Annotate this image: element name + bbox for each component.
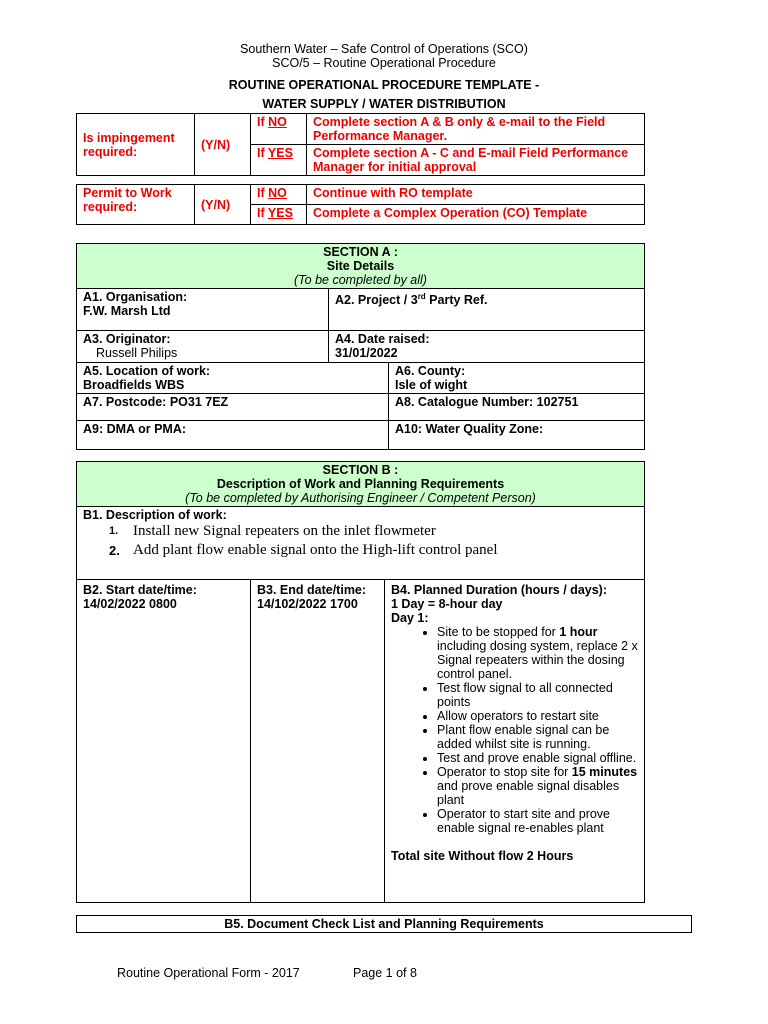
impingement-no-action: Complete section A & B only & e-mail to the Field Performance Manager. bbox=[307, 114, 645, 145]
b4-step: • Plant flow enable signal can be added whilst site is running. bbox=[437, 723, 638, 751]
header-line-2: SCO/5 – Routine Operational Procedure bbox=[272, 56, 496, 70]
impingement-table bbox=[76, 113, 645, 176]
b4-day-1: Day 1: bbox=[391, 611, 429, 625]
b4-total: Total site Without flow 2 Hours bbox=[391, 849, 574, 863]
b1-item-number: 2. bbox=[109, 543, 120, 558]
section-a-header bbox=[77, 244, 645, 289]
b5-label: B5. Document Check List and Planning Requirements bbox=[77, 916, 692, 933]
a10-water-quality-zone: A10: Water Quality Zone: bbox=[389, 421, 645, 450]
footer-form-name: Routine Operational Form - 2017 bbox=[117, 966, 300, 980]
a5-cell bbox=[77, 363, 389, 394]
section-b-table bbox=[76, 461, 645, 903]
document-title: ROUTINE OPERATIONAL PROCEDURE TEMPLATE - bbox=[228, 78, 540, 92]
b4-steps-list bbox=[391, 625, 638, 835]
b2-label: B2. Start date/time: bbox=[83, 583, 197, 597]
impingement-yn: (Y/N) bbox=[195, 114, 251, 176]
a6-label: A6. County: bbox=[395, 364, 466, 378]
b3-label: B3. End date/time: bbox=[257, 583, 367, 597]
b1-list-item bbox=[109, 541, 638, 560]
header-line-1: Southern Water – Safe Control of Operations (SCO) bbox=[240, 42, 528, 56]
footer-page-number: Page 1 of 8 bbox=[353, 966, 417, 980]
a4-cell bbox=[329, 331, 645, 363]
b4-cell bbox=[385, 580, 645, 903]
impingement-if-no: If NO bbox=[251, 114, 307, 145]
a1-value: F.W. Marsh Ltd bbox=[83, 304, 171, 318]
b1-item-number: 1. bbox=[109, 525, 119, 537]
section-a-subheading: Site Details bbox=[326, 259, 395, 273]
a3-cell bbox=[77, 331, 329, 363]
section-b-subheading: Description of Work and Planning Requirements bbox=[216, 477, 505, 491]
section-a-table bbox=[76, 243, 645, 450]
a3-label: A3. Originator: bbox=[83, 332, 171, 346]
a5-value: Broadfields WBS bbox=[83, 378, 185, 392]
b2-value: 14/02/2022 0800 bbox=[83, 597, 177, 611]
a1-label: A1. Organisation: bbox=[83, 290, 188, 304]
a4-value: 31/01/2022 bbox=[335, 346, 398, 360]
a1-cell bbox=[77, 289, 329, 331]
b4-step: • Test flow signal to all connected points bbox=[437, 681, 638, 709]
section-b-heading: SECTION B : bbox=[322, 463, 399, 477]
b1-cell bbox=[77, 507, 645, 580]
document-subtitle: WATER SUPPLY / WATER DISTRIBUTION bbox=[262, 97, 506, 111]
a5-label: A5. Location of work: bbox=[83, 364, 211, 378]
b1-list bbox=[83, 522, 638, 560]
b1-item-text: Install new Signal repeaters on the inlet flowmeter bbox=[133, 523, 436, 539]
section-b-note: (To be completed by Authorising Engineer / Competent Person) bbox=[185, 491, 536, 505]
section-b-header bbox=[77, 462, 645, 507]
b4-step: • Site to be stopped for 1 hour including dosing system, replace 2 x Signal repeaters within the dosing control panel. bbox=[437, 625, 638, 681]
permit-if-no: If NO bbox=[251, 185, 307, 205]
b4-label: B4. Planned Duration (hours / days): bbox=[391, 583, 607, 597]
b3-cell bbox=[251, 580, 385, 903]
permit-label: Permit to Work required: bbox=[77, 185, 195, 225]
impingement-label: Is impingement required: bbox=[77, 114, 195, 176]
a3-value: Russell Philips bbox=[96, 346, 178, 360]
a6-cell bbox=[389, 363, 645, 394]
permit-no-action: Continue with RO template bbox=[307, 185, 645, 205]
b4-duration: 1 Day = 8-hour day bbox=[391, 597, 503, 611]
a8-catalogue-number: A8. Catalogue Number: 102751 bbox=[389, 394, 645, 421]
b1-label: B1. Description of work: bbox=[83, 508, 227, 522]
b4-step: • Allow operators to restart site bbox=[437, 709, 638, 723]
section-a-heading: SECTION A : bbox=[323, 245, 398, 259]
a9-dma-pma: A9: DMA or PMA: bbox=[77, 421, 389, 450]
impingement-if-yes: If YES bbox=[251, 145, 307, 176]
b4-step: • Operator to stop site for 15 minutes and prove enable signal disables plant bbox=[437, 765, 638, 807]
impingement-yes-action: Complete section A - C and E-mail Field Performance Manager for initial approval bbox=[307, 145, 645, 176]
a4-label: A4. Date raised: bbox=[335, 332, 430, 346]
section-a-note: (To be completed by all) bbox=[294, 273, 427, 287]
a6-value: Isle of wight bbox=[395, 378, 468, 392]
b2-cell bbox=[77, 580, 251, 903]
b3-value: 14/102/2022 1700 bbox=[257, 597, 358, 611]
b1-item-text: Add plant flow enable signal onto the High-lift control panel bbox=[133, 542, 498, 558]
b4-step: • Test and prove enable signal offline. bbox=[437, 751, 638, 765]
a7-postcode: A7. Postcode: PO31 7EZ bbox=[77, 394, 389, 421]
permit-yes-action: Complete a Complex Operation (CO) Template bbox=[307, 205, 645, 225]
permit-table bbox=[76, 184, 645, 225]
b5-table bbox=[76, 915, 692, 933]
permit-if-yes: If YES bbox=[251, 205, 307, 225]
permit-yn: (Y/N) bbox=[195, 185, 251, 225]
a2-cell: A2. Project / 3rd Party Ref. bbox=[329, 289, 645, 331]
b4-step: • Operator to start site and prove enable signal re-enables plant bbox=[437, 807, 638, 835]
b1-list-item bbox=[109, 522, 638, 541]
